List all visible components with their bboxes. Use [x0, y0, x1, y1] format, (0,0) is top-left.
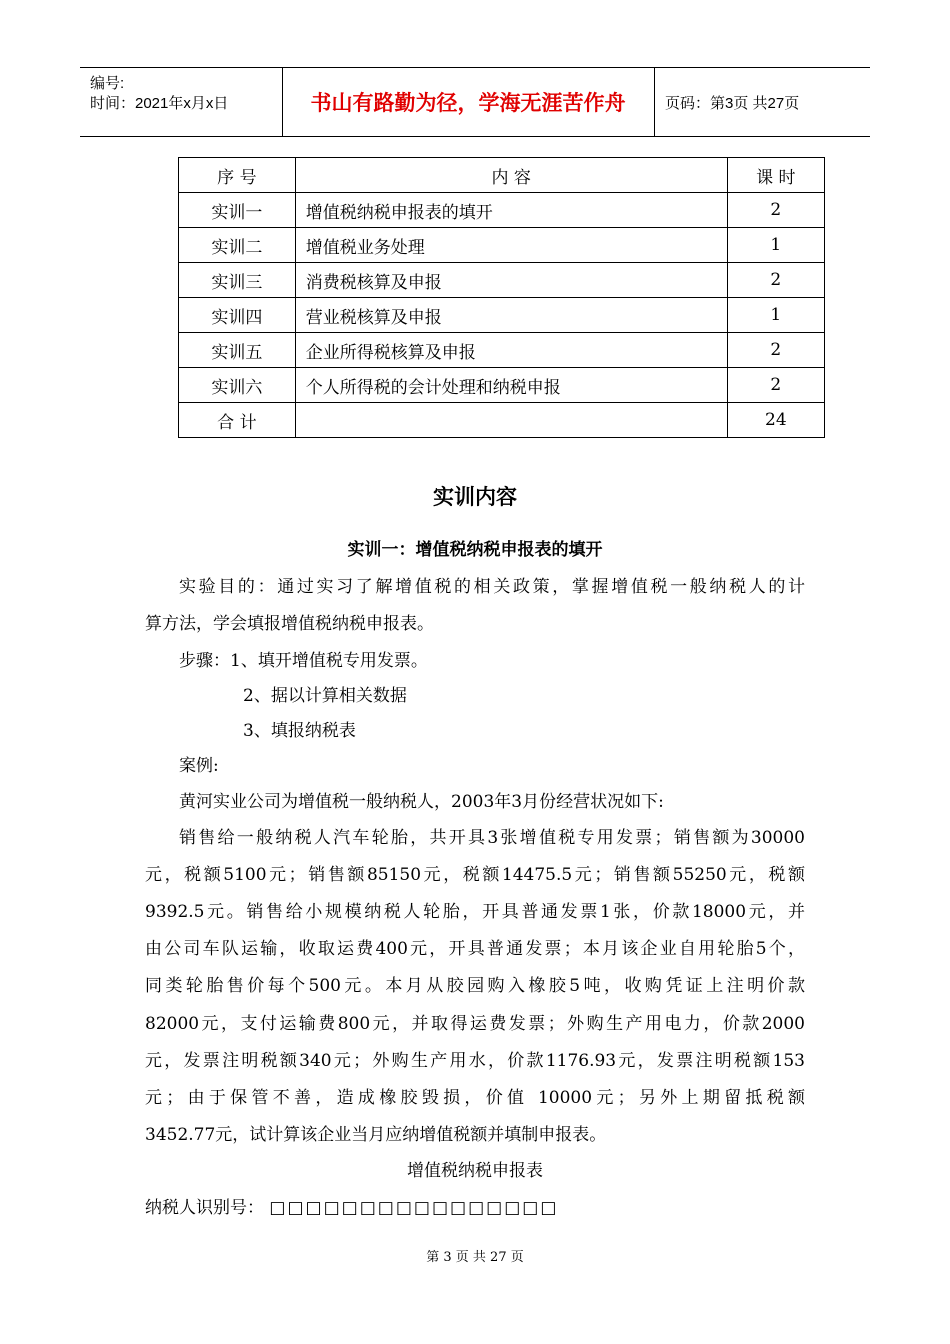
purpose-line: 算方法，学会填报增值税纳税申报表。 — [145, 614, 434, 634]
sub-title: 实训一：增值税纳税申报表的填开 — [347, 540, 603, 560]
case-label: 案例: — [179, 756, 219, 776]
case-line: 3452.77元，试计算该企业当月应纳增值税额并填制申报表。 — [145, 1125, 607, 1145]
case-line: 元；由于保管不善，造成橡胶毁损，价值 10000元；另外上期留抵税额 — [145, 1088, 805, 1108]
course-hours-table — [178, 157, 825, 438]
case-line: 9392.5元。销售给小规模纳税人轮胎，开具普通发票1张，价款18000元，并 — [145, 902, 805, 922]
taxpayer-id-row — [145, 1193, 558, 1218]
table-cell: 实训二 — [179, 228, 296, 263]
table-cell: 2 — [727, 193, 824, 228]
step-line: 步骤：1、填开增值税专用发票。 — [179, 651, 428, 671]
table-cell: 实训三 — [179, 263, 296, 298]
section-title: 实训内容 — [433, 485, 517, 509]
case-line: 同类轮胎售价每个500元。本月从胶园购入橡胶5吨，收购凭证上注明价款 — [145, 976, 805, 996]
case-line: 元，发票注明税额340元；外购生产用水，价款1176.93元，发票注明税额153 — [145, 1051, 805, 1071]
table-cell: 实训五 — [179, 333, 296, 368]
table-total-row — [179, 403, 825, 438]
table-cell: 1 — [727, 228, 824, 263]
table-row — [179, 193, 825, 228]
taxpayer-id-label: 纳税人识别号： — [145, 1198, 264, 1218]
table-header-cell: 序 号 — [179, 158, 296, 193]
page-footer: 第 3 页 共 27 页 — [426, 1250, 524, 1265]
time-label: 时间：2021年x月x日 — [90, 95, 229, 112]
header-page-label: 页码：第3页 共27页 — [665, 94, 800, 112]
table-row — [179, 298, 825, 333]
table-row — [179, 228, 825, 263]
table-cell: 营业税核算及申报 — [295, 298, 727, 333]
form-title: 增值税纳税申报表 — [407, 1161, 543, 1181]
table-cell: 合 计 — [179, 403, 296, 438]
number-label: 编号: — [90, 75, 125, 92]
step-line: 3、填报纳税表 — [243, 721, 356, 741]
table-cell: 企业所得税核算及申报 — [295, 333, 727, 368]
step-line: 2、据以计算相关数据 — [243, 686, 407, 706]
table-header-cell: 内 容 — [295, 158, 727, 193]
page-header — [80, 67, 870, 137]
table-cell: 实训一 — [179, 193, 296, 228]
taxpayer-id-boxes: □□□□□□□□□□□□□□□□ — [269, 1198, 559, 1218]
table-cell: 24 — [727, 403, 824, 438]
table-cell: 实训四 — [179, 298, 296, 333]
table-row — [179, 333, 825, 368]
header-meta — [80, 68, 283, 136]
table-cell: 2 — [727, 333, 824, 368]
table-row — [179, 263, 825, 298]
table-header-row — [179, 158, 825, 193]
case-line: 82000元，支付运输费800元，并取得运费发票；外购生产用电力，价款2000 — [145, 1014, 805, 1034]
header-slogan: 书山有路勤为径，学海无涯苦作舟 — [282, 68, 655, 136]
case-line: 由公司车队运输，收取运费400元，开具普通发票；本月该企业自用轮胎5个， — [145, 939, 805, 959]
case-line: 销售给一般纳税人汽车轮胎，共开具3张增值税专用发票；销售额为30000 — [179, 828, 805, 848]
table-cell: 2 — [727, 263, 824, 298]
table-cell: 个人所得税的会计处理和纳税申报 — [295, 368, 727, 403]
table-cell: 增值税纳税申报表的填开 — [295, 193, 727, 228]
table-cell: 增值税业务处理 — [295, 228, 727, 263]
table-cell — [295, 403, 727, 438]
table-row — [179, 368, 825, 403]
table-header-cell: 课 时 — [727, 158, 824, 193]
table-cell: 消费税核算及申报 — [295, 263, 727, 298]
table-cell: 2 — [727, 368, 824, 403]
table-cell: 实训六 — [179, 368, 296, 403]
purpose-line: 实验目的：通过实习了解增值税的相关政策，掌握增值税一般纳税人的计 — [179, 577, 805, 597]
case-line: 元，税额5100元；销售额85150元，税额14475.5元；销售额55250元，税额 — [145, 865, 805, 885]
case-intro: 黄河实业公司为增值税一般纳税人，2003年3月份经营状况如下: — [179, 792, 664, 812]
table-cell: 1 — [727, 298, 824, 333]
